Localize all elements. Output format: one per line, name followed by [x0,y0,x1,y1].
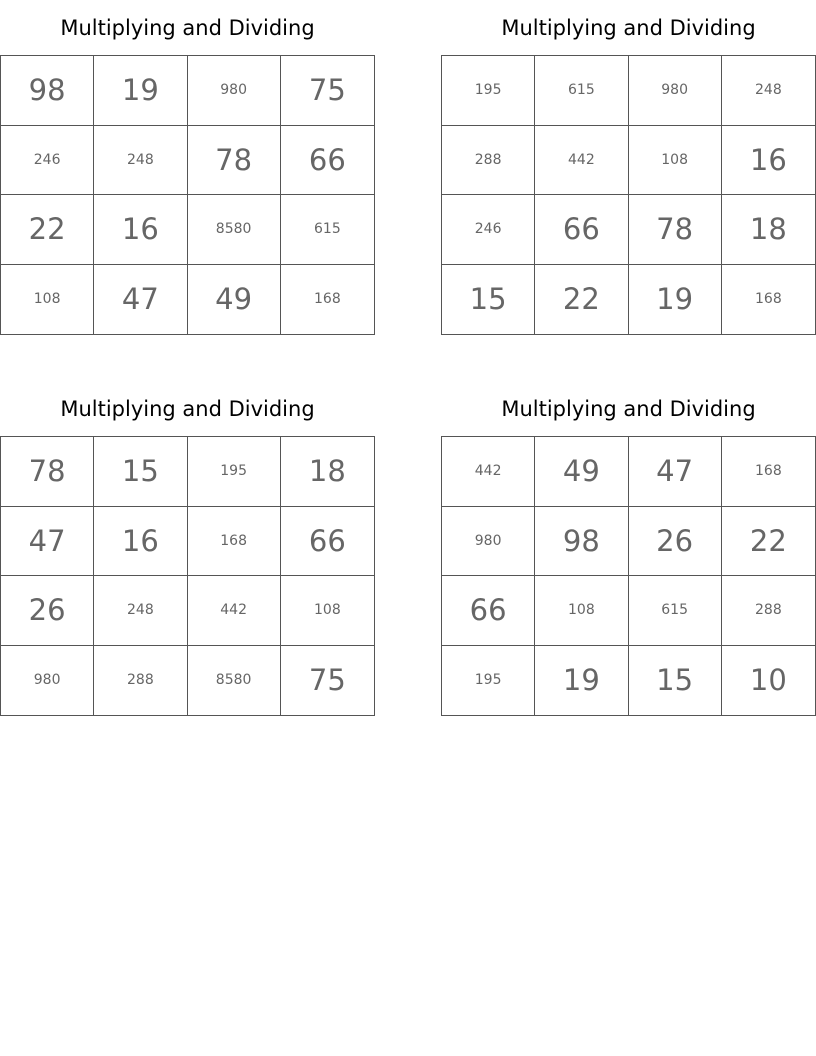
grid-cell: 47 [94,265,187,335]
grid-cell: 288 [442,126,535,196]
bingo-card-4 [441,381,816,717]
grid-cell: 195 [442,646,535,716]
grid-cell: 615 [629,576,722,646]
grid-cell: 15 [629,646,722,716]
grid-cell: 19 [629,265,722,335]
grid-cell: 78 [629,195,722,265]
number-grid [441,55,816,335]
grid-cell: 10 [749,663,787,698]
bingo-card-1 [0,0,375,336]
grid-cell: 26 [629,507,722,577]
grid-cell: 980 [629,56,722,126]
bingo-card-2 [441,0,816,336]
grid-cell: 22 [1,195,94,265]
grid-cell: 108 [1,265,94,335]
grid-cell: 108 [535,576,628,646]
grid-cell: 98 [535,507,628,577]
grid-cell: 248 [722,56,815,126]
card-title: Multiplying and Dividing [60,397,315,421]
card-title: Multiplying and Dividing [501,16,756,40]
grid-cell: 22 [535,265,628,335]
grid-cell: 22 [722,507,815,577]
grid-cell: 108 [629,126,722,196]
grid-cell: 195 [188,437,281,507]
grid-cell: 108 [281,576,374,646]
grid-cell: 66 [535,195,628,265]
grid-cell: 248 [94,576,187,646]
grid-cell: 78 [1,437,94,507]
grid-cell: 288 [94,646,187,716]
grid-cell: 980 [442,507,535,577]
grid-cell: 18 [281,437,374,507]
grid-cell: 75 [281,56,374,126]
grid-cell: 980 [1,646,94,716]
grid-cell: 16 [722,126,815,196]
grid-cell: 18 [722,195,815,265]
grid-cell: 168 [314,291,341,308]
grid-cell: 8580 [188,646,281,716]
grid-cell: 16 [94,507,187,577]
card-title: Multiplying and Dividing [501,397,756,421]
grid-cell: 442 [535,126,628,196]
grid-cell: 78 [188,126,281,196]
grid-cell: 47 [1,507,94,577]
grid-cell: 195 [442,56,535,126]
bingo-card-3 [0,381,375,717]
grid-cell: 248 [94,126,187,196]
grid-cell: 49 [535,437,628,507]
grid-cell: 66 [281,126,374,196]
grid-cell: 66 [442,576,535,646]
grid-cell: 19 [94,56,187,126]
grid-cell: 442 [442,437,535,507]
grid-cell: 98 [1,56,94,126]
grid-cell: 615 [535,56,628,126]
number-grid [0,436,375,716]
grid-cell: 168 [188,507,281,577]
grid-cell: 980 [188,56,281,126]
grid-cell: 246 [1,126,94,196]
grid-cell: 75 [308,663,346,698]
grid-cell: 168 [755,291,782,308]
number-grid [441,436,816,716]
grid-cell: 16 [94,195,187,265]
grid-cell: 288 [722,576,815,646]
grid-cell: 47 [629,437,722,507]
grid-cell: 15 [94,437,187,507]
grid-cell: 615 [281,195,374,265]
grid-cell: 15 [442,265,535,335]
number-grid [0,55,375,335]
grid-cell: 49 [188,265,281,335]
grid-cell: 19 [535,646,628,716]
card-title: Multiplying and Dividing [60,16,315,40]
grid-cell: 26 [1,576,94,646]
grid-cell: 246 [442,195,535,265]
grid-cell: 168 [722,437,815,507]
grid-cell: 66 [281,507,374,577]
grid-cell: 8580 [188,195,281,265]
grid-cell: 442 [188,576,281,646]
